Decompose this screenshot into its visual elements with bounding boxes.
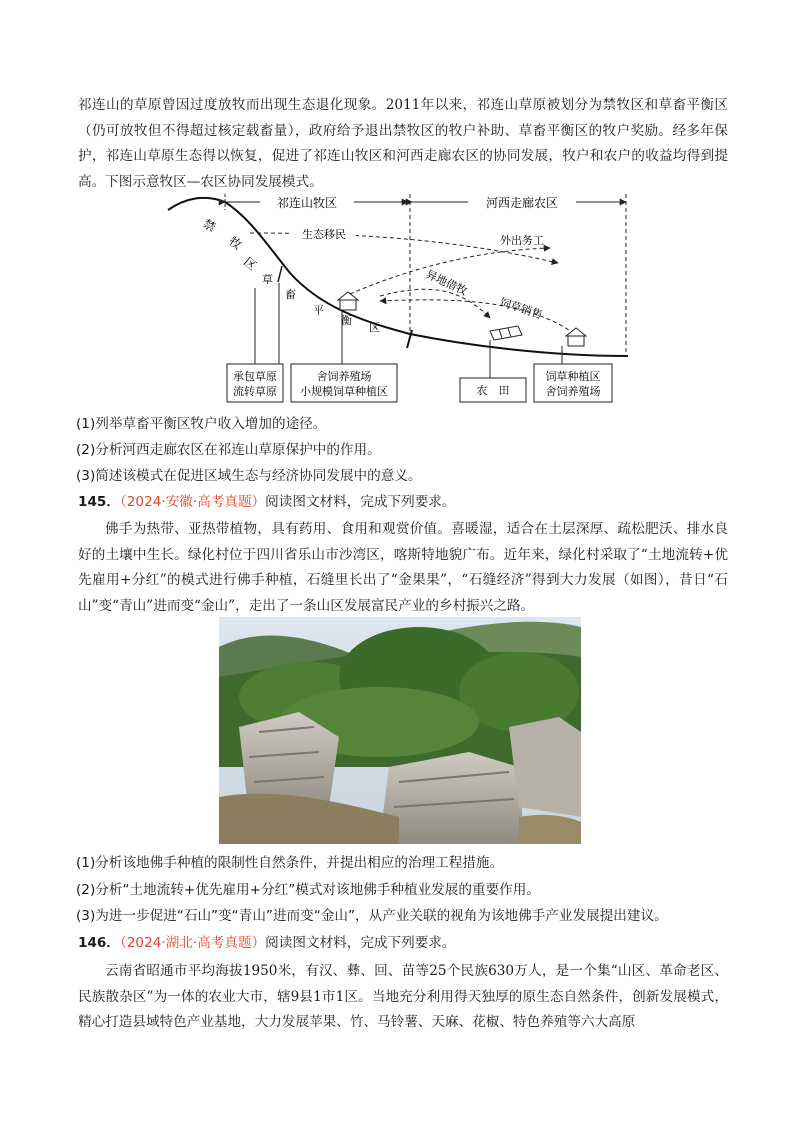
q145-number: 145．	[78, 494, 120, 510]
q146-heading	[78, 933, 455, 953]
box-barn-1: 舍饲养殖场	[316, 370, 372, 383]
q145-item-2: (2)分析“土地流转+优先雇用+分红”模式对该地佛手种植业发展的重要作用。	[76, 882, 540, 898]
q145-paragraph: 佛手为热带、亚热带植物，具有药用、食用和观赏价值。喜暖湿，适合在土层深厚、疏松肥沃、排水良好的土壤中生长。绿化村位于四川省乐山市沙湾区，喀斯特地貌广布。近年来，绿化村采取了“土地流转+优先雇用+分红”的模式进行佛手种植，石缝里长出了“金果果”，“石缝经济”得到大力发展（如图），昔日“石山”变“青山”进而变“金山”，走出了一条山区发展富民产业的乡村振兴之路。	[78, 521, 728, 614]
zone-balance-5: 区	[369, 321, 380, 334]
zone-nograzing-1: 禁	[200, 216, 218, 235]
q146-number: 146．	[78, 935, 120, 951]
q146-paragraph: 云南省昭通市平均海拔1950米，有汉、彝、回、苗等25个民族630万人，是一个集“山区、革命老区、民族散杂区”为一体的农业大市，辖9县1市1区。当地充分利用得天独厚的原生态自然条件，创新发展模式，精心打造县域特色产业基地，大力发展苹果、竹、马铃薯、天麻、花椒、特色养殖等六大高原	[78, 963, 728, 1030]
field-plot-icon	[490, 326, 522, 340]
q146-instruction: 阅读图文材料，完成下列要求。	[265, 935, 456, 951]
q145-instruction: 阅读图文材料，完成下列要求。	[265, 494, 456, 510]
zone-balance-2: 畜	[285, 288, 296, 301]
intro-paragraph: 祁连山的草原曾因过度放牧而出现生态退化现象。2011年以来，祁连山草原被划分为禁牧区和草畜平衡区（仍可放牧但不得超过核定载畜量），政府给予退出禁牧区的牧户补助、草畜平衡区的牧户奖励。经多年保护，祁连山草原生态得以恢复，促进了祁连山牧区和河西走廊农区的协同发展，牧户和农户的收益均得到提高。下图示意牧区—农区协同发展模式。	[78, 97, 728, 190]
flow-outside-work: 外出务工	[500, 234, 544, 247]
box-forage-1: 饲草种植区	[545, 370, 601, 383]
zone-balance-3: 平	[313, 304, 324, 317]
box-forage-2: 舍饲养殖场	[545, 385, 601, 398]
box-contract-1: 承包草原	[233, 370, 277, 383]
q144-item-3: (3)简述该模式在促进区域生态与经济协同发展中的意义。	[76, 468, 422, 484]
q145-item-1: (1)分析该地佛手种植的限制性自然条件，并提出相应的治理工程措施。	[76, 855, 504, 871]
zone-balance-4: 衡	[341, 314, 352, 327]
zone-nograzing-3: 区	[241, 254, 260, 274]
pasture-farmland-diagram	[150, 188, 650, 410]
box-farmland: 农 田	[476, 384, 510, 397]
region-left-label: 祁连山牧区	[276, 196, 338, 210]
q144-item-2: (2)分析河西走廊农区在祁连山草原保护中的作用。	[76, 442, 381, 458]
zone-balance-1: 草	[262, 273, 273, 286]
q146-source: （2024·湖北·高考真题）	[119, 935, 266, 951]
bergamot-karst-photo	[219, 617, 581, 844]
flow-eco-migration: 生态移民	[302, 228, 346, 241]
region-right-label: 河西走廊农区	[485, 196, 559, 210]
barn-house-icon	[338, 292, 358, 310]
box-barn-2: 小规模饲草种植区	[300, 385, 388, 398]
flow-remote-grazing: 异地借牧	[423, 267, 470, 299]
flow-forage-sales: 饲草销售	[498, 295, 545, 322]
farm-house-icon	[566, 328, 586, 346]
box-contract-2: 流转草原	[233, 385, 277, 398]
q145-source: （2024·安徽·高考真题）	[119, 494, 266, 510]
q145-heading	[78, 492, 455, 512]
q144-item-1: (1)列举草畜平衡区牧户收入增加的途径。	[76, 416, 327, 432]
zone-nograzing-2: 牧	[226, 233, 245, 253]
q145-item-3: (3)为进一步促进“石山”变“青山”进而变“金山”，从产业关联的视角为该地佛手产业发展提出建议。	[76, 908, 668, 924]
terrain-slope	[168, 198, 628, 356]
